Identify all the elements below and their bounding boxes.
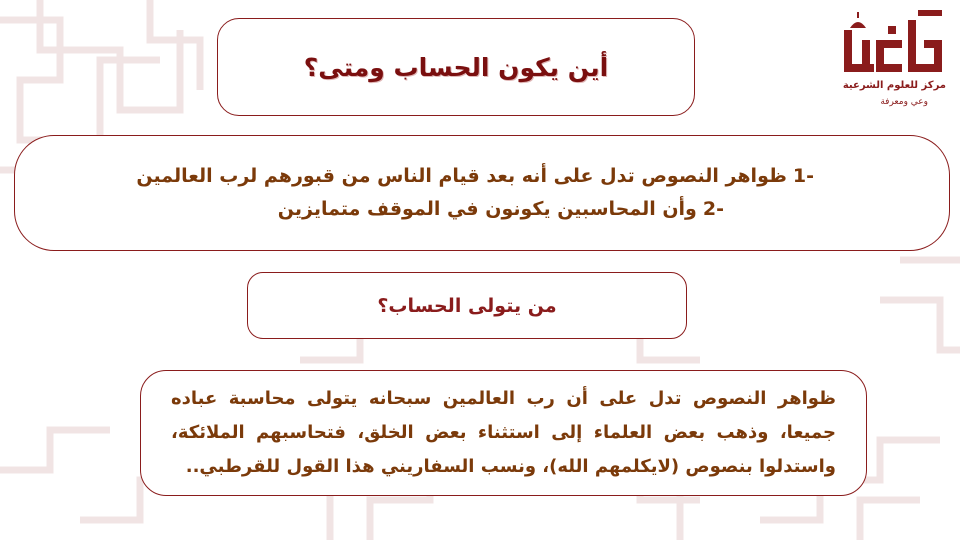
- logo: [836, 6, 954, 116]
- subtitle-box: [247, 272, 687, 339]
- logo-tagline: مركز للعلوم الشرعية: [842, 80, 946, 91]
- answer-box: [140, 370, 867, 496]
- point-text: وأن المحاسبين يكونون في الموقف متمايزين: [277, 198, 697, 220]
- point-text: ظواهر النصوص تدل على أنه بعد قيام الناس من قبورهم لرب العالمين: [136, 165, 787, 187]
- points-box: [14, 135, 950, 251]
- mosque-dome-icon: [850, 22, 866, 28]
- points-list: [15, 160, 949, 226]
- answer-text: ظواهر النصوص تدل على أن رب العالمين سبحانه يتولى محاسبة عباده جميعا، وذهب بعض العلماء إلى استثناء بعض الخلق، فتحاسبهم الملائكة، واستدلوا بنصوص (لايكلمهم الله)، ونسب السفاريني هذا القول للقرطبي..: [171, 388, 836, 477]
- point-number: -1: [792, 165, 814, 187]
- slide-subtitle: من يتولى الحساب؟: [377, 294, 557, 317]
- list-item: [15, 160, 814, 193]
- slide-title: أين يكون الحساب ومتى؟: [303, 52, 609, 82]
- title-box: [217, 18, 695, 116]
- point-number: -2: [702, 198, 724, 220]
- logo-subtagline: وعي ومعرفة: [880, 97, 928, 107]
- list-item: [15, 193, 814, 226]
- logo-mark: [840, 6, 950, 78]
